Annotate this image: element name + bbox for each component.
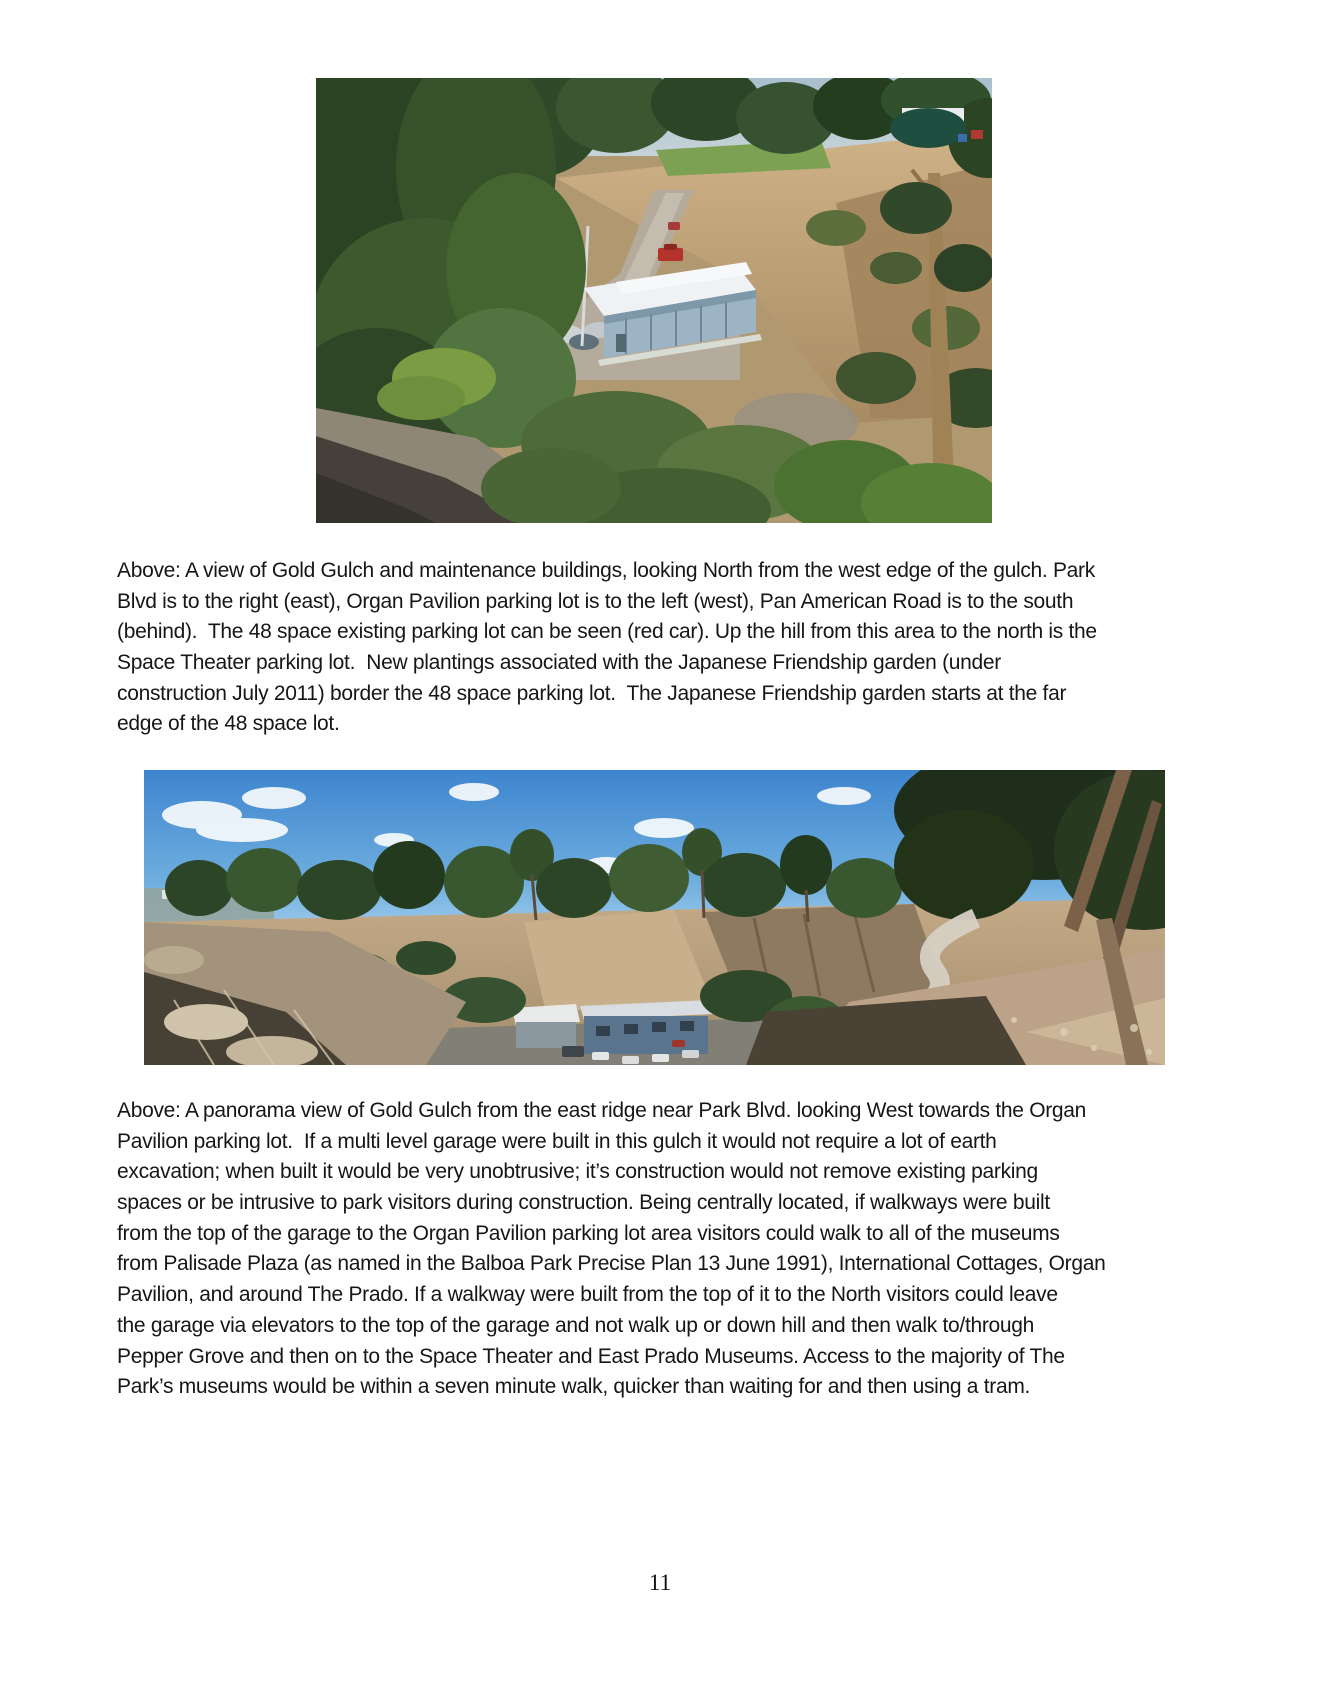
dark-van bbox=[562, 1046, 584, 1057]
photo-gold-gulch-panorama-illustration bbox=[144, 770, 1165, 1065]
building-door bbox=[616, 334, 626, 352]
text-line: Pepper Grove and then on to the Space Theater and East Prado Museums. Access to the majority of The bbox=[117, 1344, 1065, 1368]
text-line: Space Theater parking lot. New plantings associated with the Japanese Friendship garden (under bbox=[117, 651, 1001, 675]
white-car bbox=[682, 1050, 699, 1058]
text-line: from the top of the garage to the Organ Pavilion parking lot area visitors could walk to all of the museums bbox=[117, 1221, 1060, 1245]
white-car bbox=[652, 1054, 669, 1062]
text-line: edge of the 48 space lot. bbox=[117, 712, 340, 736]
text-line: construction July 2011) border the 48 space parking lot. The Japanese Friendship garden starts at the far bbox=[117, 681, 1067, 705]
text-line: Park’s museums would be within a seven minute walk, quicker than waiting for and then using a tram. bbox=[117, 1375, 1031, 1399]
white-car bbox=[622, 1056, 639, 1064]
photo-gold-gulch-north-illustration bbox=[316, 78, 992, 523]
white-car bbox=[592, 1052, 609, 1060]
text-line: the garage via elevators to the top of the garage and not walk up or down hill and then walk to/through bbox=[117, 1313, 1035, 1337]
page-number: 11 bbox=[648, 1570, 672, 1595]
text-line: Pavilion parking lot. If a multi level garage were built in this gulch it would not require a lot of earth bbox=[117, 1129, 997, 1153]
text-line: (behind). The 48 space existing parking lot can be seen (red car). Up the hill from this area to the north is the bbox=[117, 620, 1097, 644]
text-line: from Palisade Plaza (as named in the Balboa Park Precise Plan 13 June 1991), International Cottages, Organ bbox=[117, 1252, 1106, 1276]
text-line: Above: A panorama view of Gold Gulch from the east ridge near Park Blvd. looking West towards the Organ bbox=[117, 1099, 1087, 1122]
text-line: Above: A view of Gold Gulch and maintenance buildings, looking North from the west edge of the gulch. Park bbox=[117, 559, 1095, 582]
text-line: Pavilion, and around The Prado. If a walkway were built from the top of it to the North visitors could leave bbox=[117, 1283, 1058, 1307]
text-line: spaces or be intrusive to park visitors during construction. Being centrally located, if walkways were built bbox=[117, 1191, 1050, 1215]
photo-gold-gulch-north bbox=[316, 78, 992, 523]
caption-paragraph-1 bbox=[117, 556, 1097, 740]
caption-paragraph-2 bbox=[117, 1096, 1105, 1403]
dark-car bbox=[569, 334, 599, 350]
text-line: Blvd is to the right (east), Organ Pavilion parking lot is to the left (west), Pan American Road is to the south bbox=[117, 589, 1074, 613]
text-line: excavation; when built it would be very unobtrusive; it’s construction would not remove existing parking bbox=[117, 1160, 1038, 1184]
red-car bbox=[672, 1040, 685, 1047]
photo-gold-gulch-panorama bbox=[144, 770, 1165, 1065]
